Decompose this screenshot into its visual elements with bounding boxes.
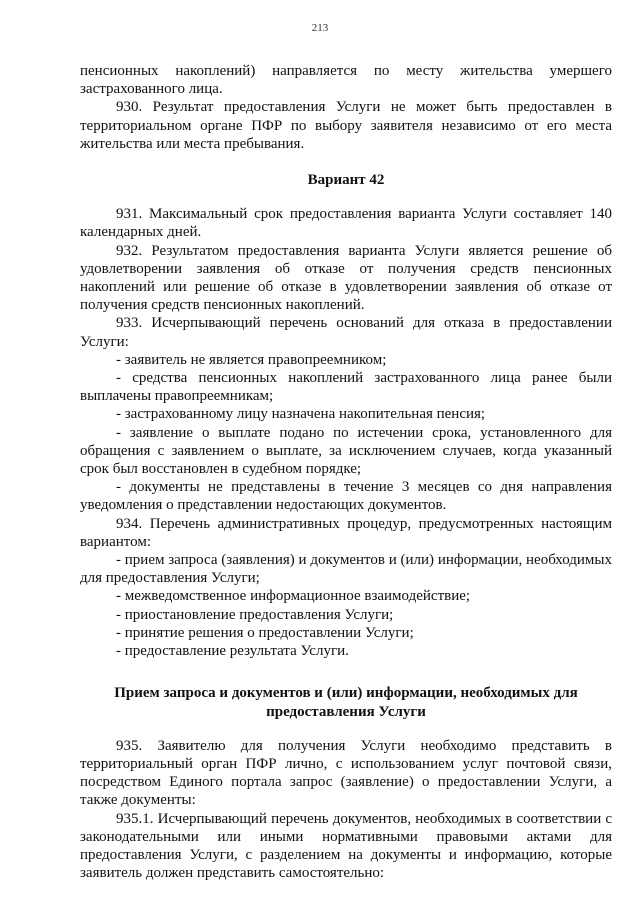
paragraph: - межведомственное информационное взаимодействие; [116, 588, 471, 605]
paragraph: - приостановление предоставления Услуги; [116, 606, 394, 623]
paragraph: 930. Результат предоставления Услуги не может быть предоставлен в территориальном органе ПФР по выбору заявителя независимо от его места жительства или места пребывания. [80, 99, 612, 152]
paragraph: - документы не представлены в течение 3 месяцев со дня направления уведомления о представлении недостающих документов. [80, 479, 612, 514]
section-heading: Прием запроса и документов и (или) информации, необходимых для предоставления Услуги [114, 685, 578, 720]
paragraph: - прием запроса (заявления) и документов и (или) информации, необходимых для предоставления Услуги; [80, 552, 612, 587]
paragraph: - принятие решения о предоставлении Услуги; [116, 624, 414, 641]
paragraph: 935.1. Исчерпывающий перечень документов, необходимых в соответствии с законодательными или иными нормативными правовыми актами для предоставления Услуги, с разделением на документы и информацию, которые заявитель должен представить самостоятельно: [80, 810, 612, 882]
paragraph: - заявитель не является правопреемником; [116, 351, 387, 368]
paragraph: 934. Перечень административных процедур, предусмотренных настоящим вариантом: [80, 515, 612, 550]
paragraph: - средства пенсионных накоплений застрахованного лица ранее были выплачены правопреемникам; [80, 370, 612, 405]
document-body [80, 62, 612, 882]
section-heading: Вариант 42 [307, 172, 385, 189]
paragraph: пенсионных накоплений) направляется по месту жительства умершего застрахованного лица. [80, 63, 612, 98]
paragraph: 931. Максимальный срок предоставления варианта Услуги составляет 140 календарных дней. [80, 206, 612, 241]
paragraph: - заявление о выплате подано по истечении срока, установленного для обращения с заявлением о выплате, за исключением случаев, когда указанный срок был восстановлен в судебном порядке; [80, 424, 612, 478]
paragraph: - предоставление результата Услуги. [116, 643, 349, 660]
paragraph: 933. Исчерпывающий перечень оснований для отказа в предоставлении Услуги: [80, 315, 612, 350]
paragraph: 932. Результатом предоставления варианта Услуги является решение об удовлетворении заявления об отказе от получения средств пенсионных накоплений или решение об отказе в удовлетворении заявления об отказе от получения средств пенсионных накоплений. [80, 242, 612, 314]
paragraph: - застрахованному лицу назначена накопительная пенсия; [116, 406, 486, 423]
paragraph: 935. Заявителю для получения Услуги необходимо представить в территориальный орган ПФР лично, с использованием услуг почтовой связи, посредством Единого портала запрос (заявление) о предоставлении Услуги, а также документы: [80, 737, 612, 809]
page-number: 213 [311, 22, 329, 34]
